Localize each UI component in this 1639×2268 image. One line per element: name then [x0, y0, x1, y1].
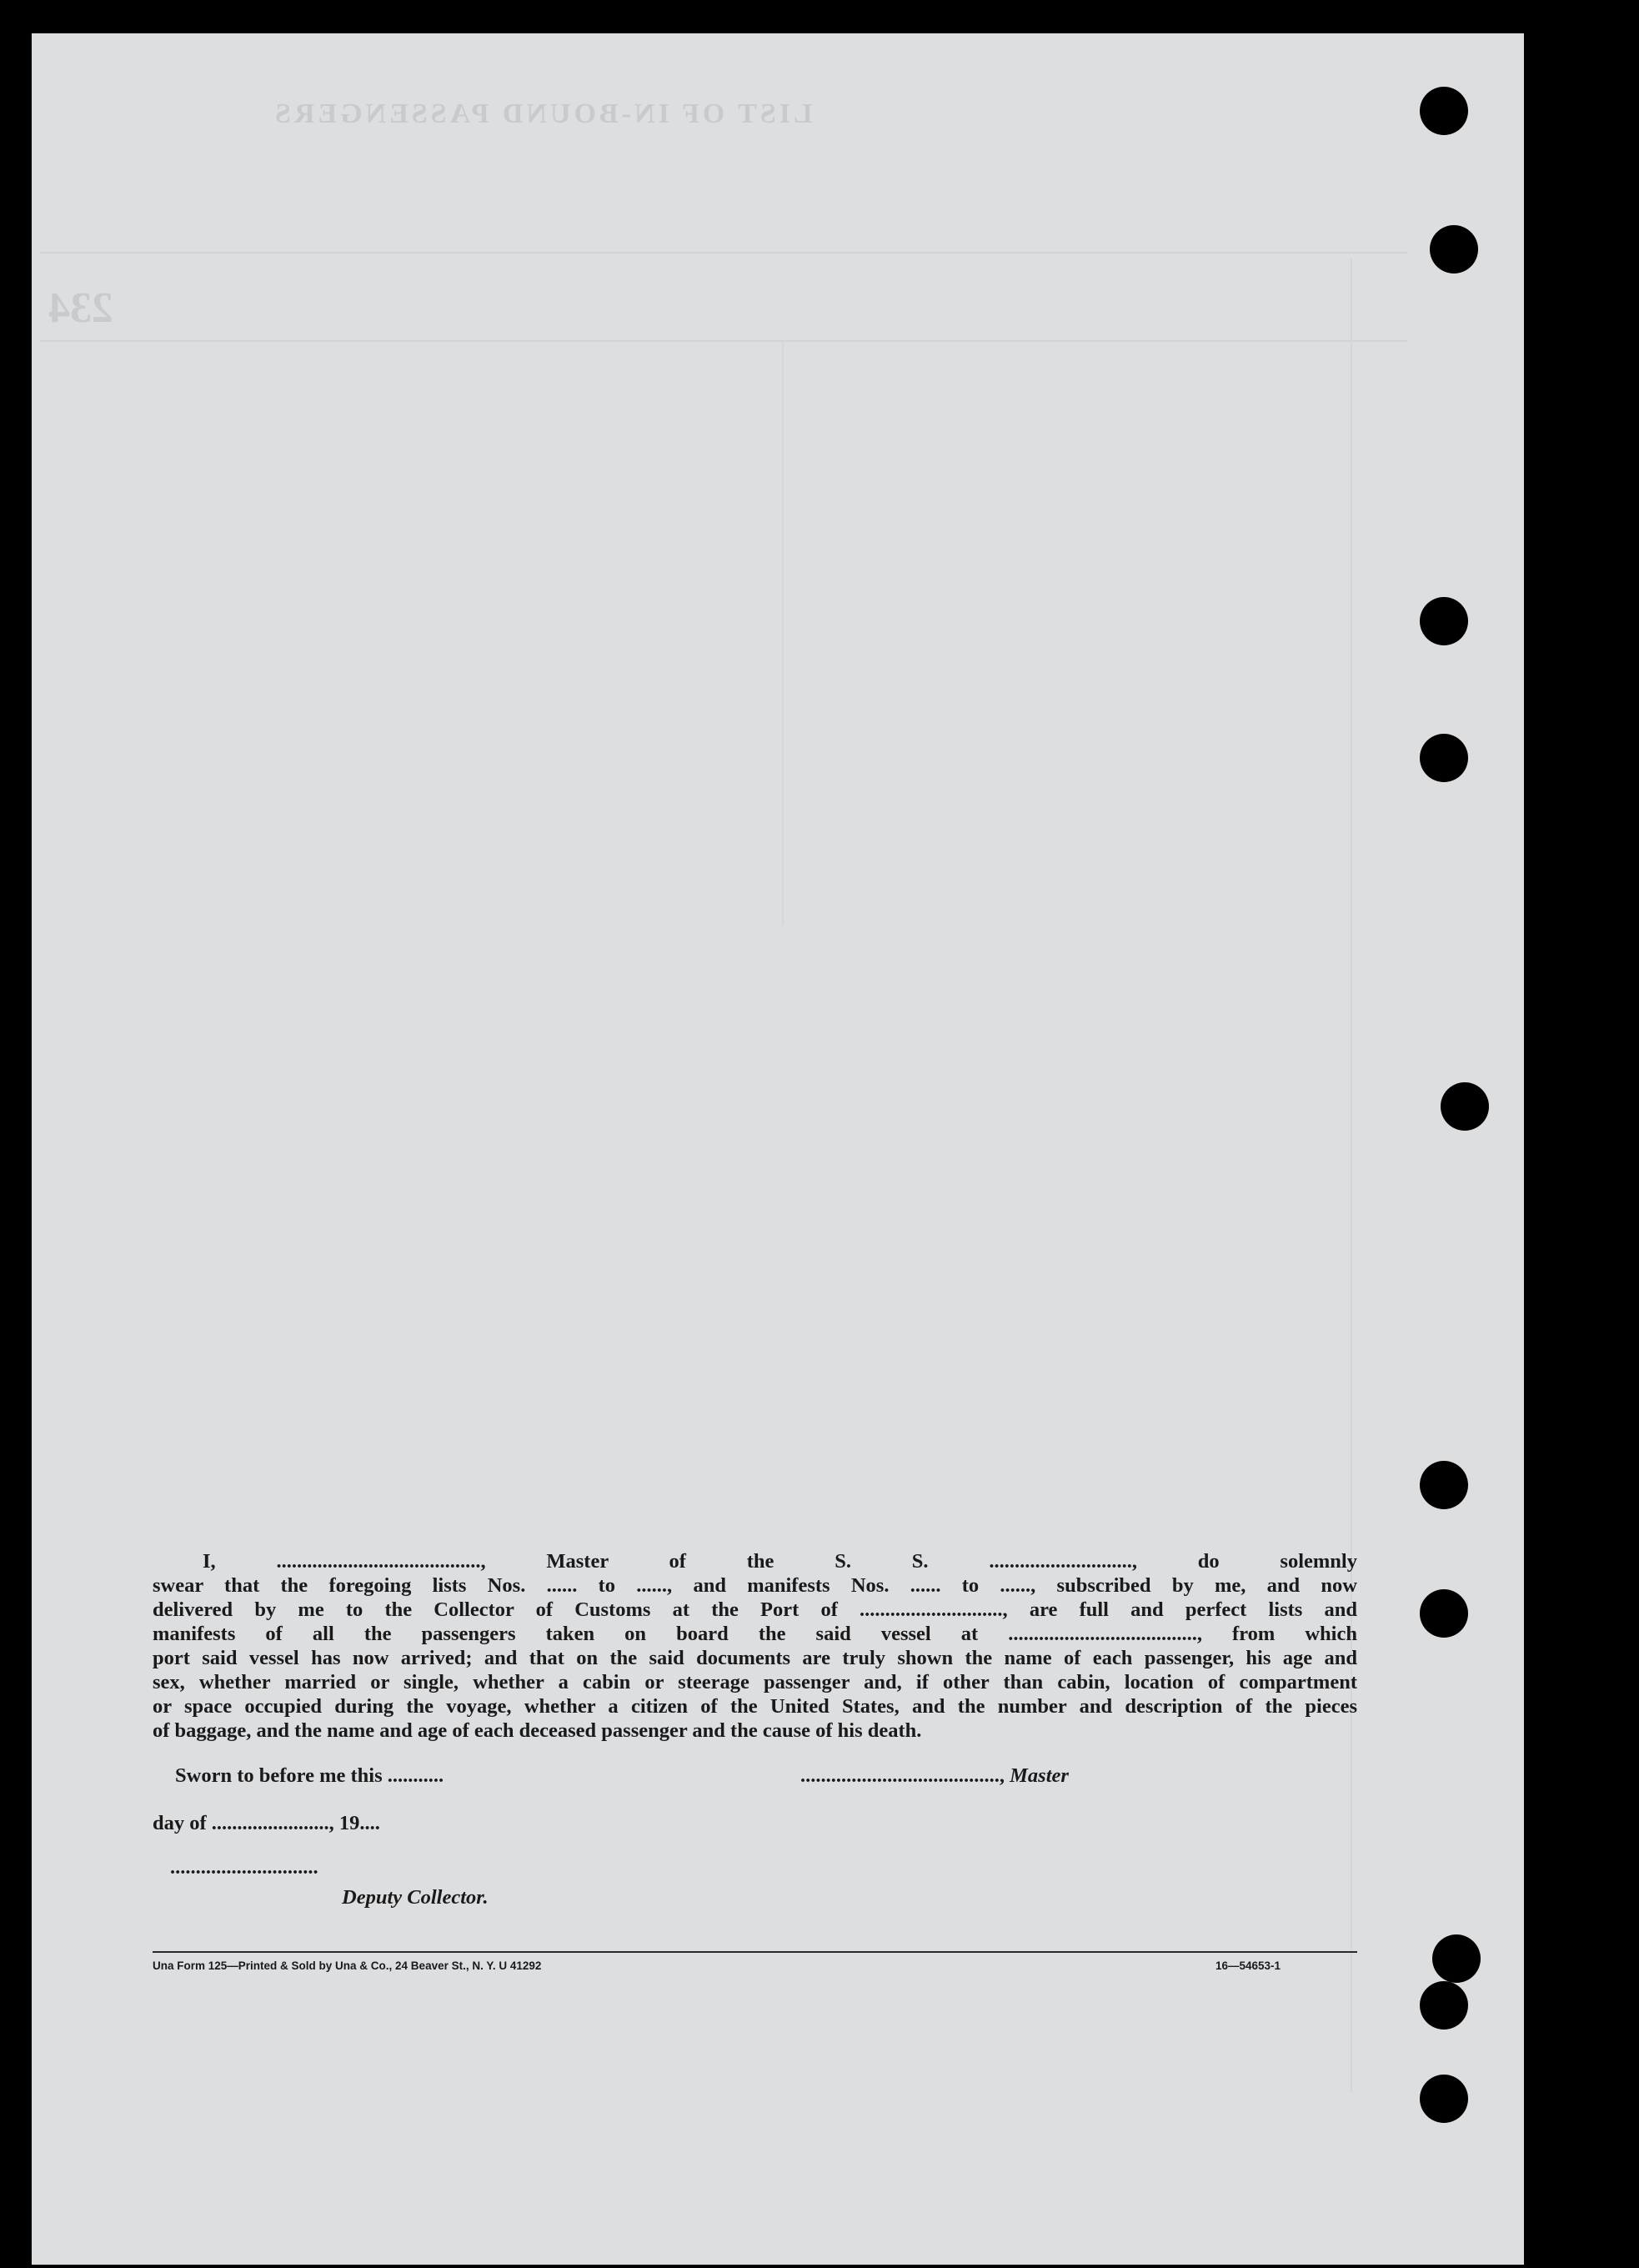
punch-hole [1420, 1589, 1468, 1638]
collector-signature-dots: ............................. [170, 1856, 318, 1879]
master-affidavit [153, 1549, 1357, 1743]
bleed-through-column-line [1351, 258, 1352, 2093]
master-label: Master [1010, 1764, 1069, 1787]
printer-imprint: Una Form 125—Printed & Sold by Una & Co., 24 Beaver St., N. Y. U 41292 [153, 1959, 542, 1972]
punch-hole [1420, 734, 1468, 782]
affidavit-line: I, ........................................, Master of the S. S. ............................, do solemnly [203, 1550, 1357, 1573]
affidavit-line: sex, whether married or single, whether a cabin or steerage passenger and, if other than cabin, location of compartment [153, 1671, 1357, 1693]
affidavit-line: swear that the foregoing lists Nos. ...... to ......, and manifests Nos. ...... to ......, subscribed by me, and now [153, 1574, 1357, 1597]
affidavit-line: port said vessel has now arrived; and that on the said documents are truly shown the name of each passenger, his age and [153, 1647, 1357, 1669]
affidavit-line: manifests of all the passengers taken on board the said vessel at ....................................., from which [153, 1623, 1357, 1645]
punch-hole [1420, 1461, 1468, 1509]
punch-hole [1441, 1082, 1489, 1131]
punch-hole [1420, 87, 1468, 135]
bleed-through-rule [40, 252, 1407, 253]
bleed-through-column-line [782, 342, 784, 926]
footer-rule [153, 1951, 1357, 1953]
punch-hole [1432, 1934, 1481, 1983]
document-page [32, 33, 1524, 2265]
punch-hole [1420, 2075, 1468, 2123]
form-number: 16—54653-1 [1215, 1959, 1281, 1972]
bleed-through-number: 234 [48, 284, 113, 332]
master-signature-line [800, 1764, 1069, 1788]
bleed-through-title: LIST OF IN-BOUND PASSENGERS [272, 98, 813, 129]
bleed-through-rule [40, 340, 1407, 342]
punch-hole [1430, 225, 1478, 273]
sworn-line: Sworn to before me this ........... [175, 1764, 444, 1787]
deputy-collector-label: Deputy Collector. [342, 1886, 489, 1909]
affidavit-line: or space occupied during the voyage, whether a citizen of the United States, and the number and description of the pieces [153, 1695, 1357, 1718]
day-of-line: day of ......................., 19.... [153, 1812, 380, 1834]
punch-hole [1420, 1981, 1468, 2030]
affidavit-line: delivered by me to the Collector of Customs at the Port of ............................, are full and perfect lists and [153, 1598, 1357, 1621]
master-signature-dots: ......................................., [800, 1764, 1005, 1787]
affidavit-line: of baggage, and the name and age of each deceased passenger and the cause of his death. [153, 1719, 922, 1742]
punch-hole [1420, 597, 1468, 645]
